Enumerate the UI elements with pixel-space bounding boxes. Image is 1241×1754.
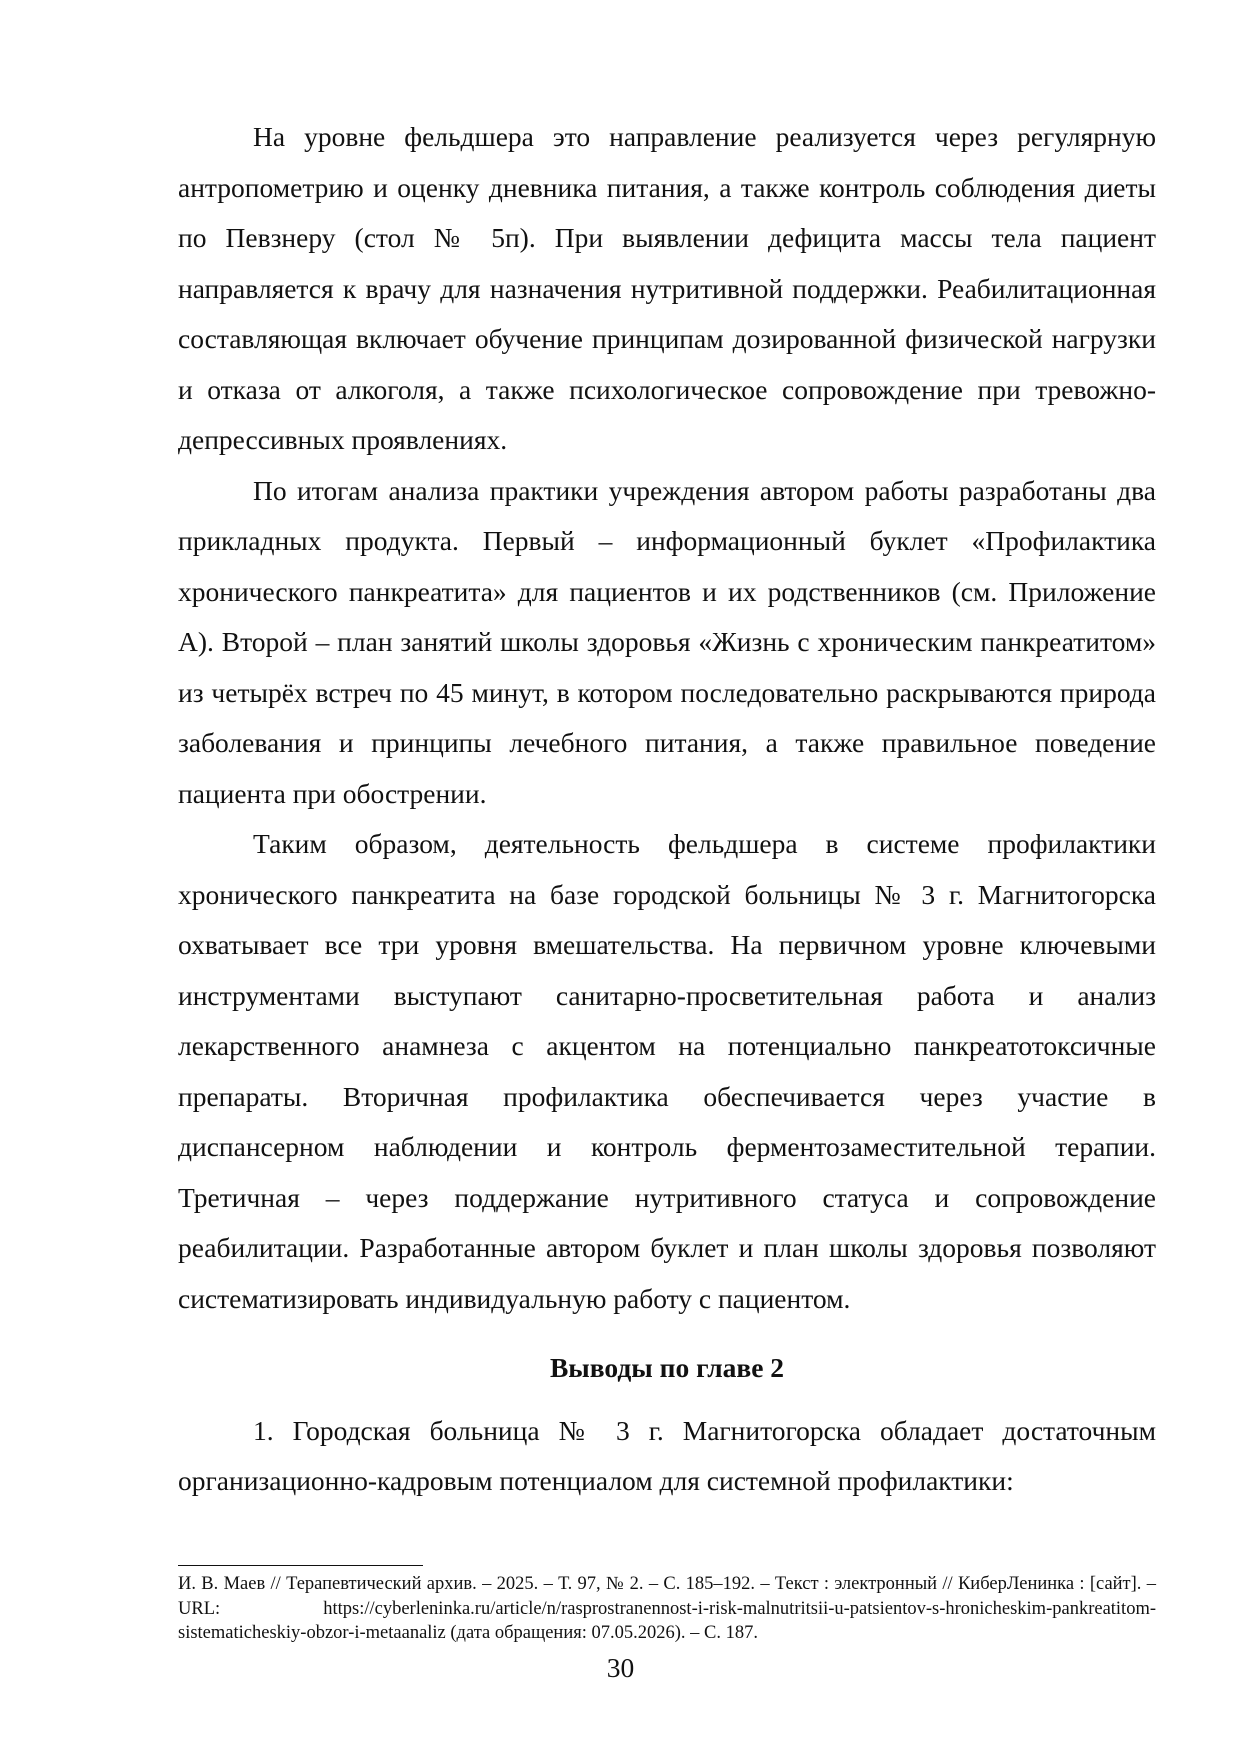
paragraph-summary: Таким образом, деятельность фельдшера в системе профилактики хронического панкреатита на базе городской больницы № 3 г. Магнитогорска охватывает все три уровня вмешательства. На первичном уровне ключевыми инструментами выступают санитарно-просветительная работа и анализ лекарственного анамнеза с акцентом на потенциально панкреатотоксичные препараты. Вторичная профилактика обеспечивается через участие в диспансерном наблюдении и контроль ферментозаместительной терапии. Третичная – через поддержание нутритивного статуса и сопровождение реабилитации. Разработанные автором буклет и план школы здоровья позволяют систематизировать индивидуальную работу с пациентом.: [178, 828, 1156, 1314]
paragraph-conclusion-1: 1. Городская больница № 3 г. Магнитогорска обладает достаточным организационно-кадровым потенциалом для системной профилактики:: [178, 1414, 1156, 1496]
section-heading: Выводы по главе 2: [549, 1352, 785, 1383]
paragraph-applied-products: По итогам анализа практики учреждения автором работы разработаны два прикладных продукта. Первый – информационный буклет «Профилактика хронического панкреатита» для пациентов и их родственников (см. Приложение А). Второй – план занятий школы здоровья «Жизнь с хроническим панкреатитом» из четырёх встреч по 45 минут, в котором последовательно раскрываются природа заболевания и принципы лечебного питания, а также правильное поведение пациента при обострении.: [178, 474, 1156, 809]
footnote-separator: [178, 1565, 423, 1566]
page-number: 30: [606, 1652, 635, 1683]
footnote-text: И. В. Маев // Терапевтический архив. – 2025. – Т. 97, № 2. – С. 185–192. – Текст : электронный // КиберЛенинка : [сайт]. – URL: https://cyberleninka.ru/article/n/rasprostranennost-i-risk-malnutritsii-u-patsientov-s-hronicheskim-pankreatitom-sistematicheskiy-obzor-i-metaanaliz (дата обращения: 07.05.2026). – С. 187.: [178, 1574, 1156, 1643]
body-text: [178, 112, 1156, 1507]
paragraph-feldsher-direction: На уровне фельдшера это направление реализуется через регулярную антропометрию и оценку дневника питания, а также контроль соблюдения диеты по Певзнеру (стол № 5п). При выявлении дефицита массы тела пациент направляется к врачу для назначения нутритивной поддержки. Реабилитационная составляющая включает обучение принципам дозированной физической нагрузки и отказа от алкоголя, а также психологическое сопровождение при тревожно-депрессивных проявлениях.: [178, 121, 1156, 455]
